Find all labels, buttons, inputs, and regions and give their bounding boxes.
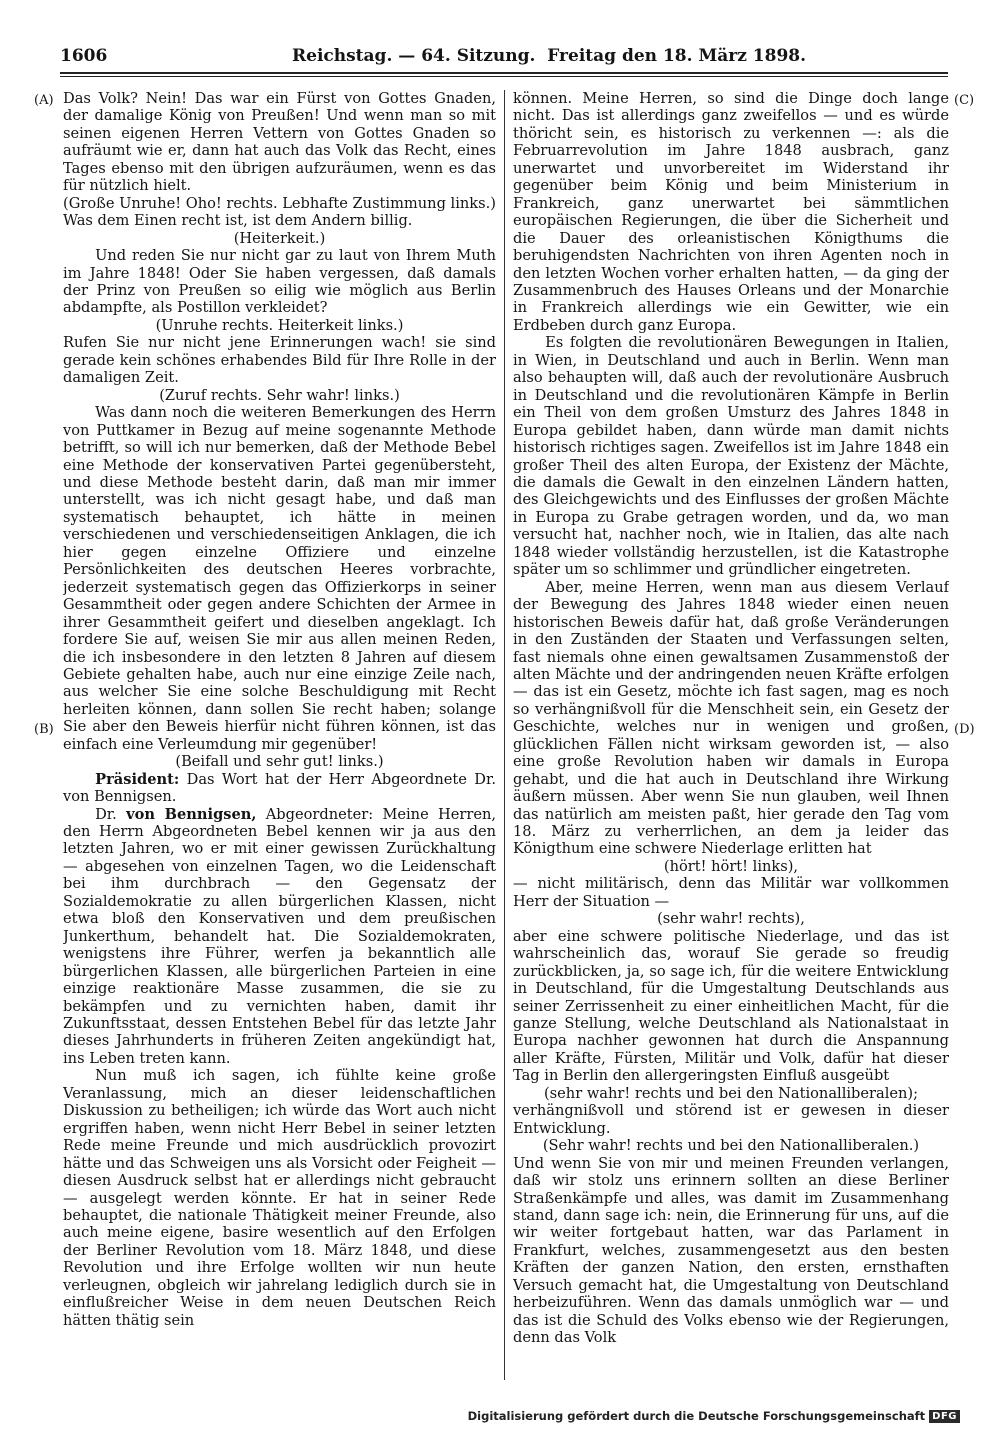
- paragraph-text: (Beifall und sehr gut! links.): [175, 753, 384, 771]
- paragraph-text: Rufen Sie nur nicht jene Erinnerungen wach! sie sind gerade kein schönes erhabendes Bild für Ihre Rolle in der damaligen Zeit.: [63, 334, 496, 387]
- paragraph-text: Aber, meine Herren, wenn man aus diesem Verlauf der Bewegung des Jahres 1848 wieder einen neuen historischen Beweis dafür hat, daß große Veränderungen in den Zuständen der Staaten und Verfassungen selten, fast niemals ohne einen gewaltsamen Zusammenstoß der alten Mächte und der andringenden neuen Kräfte erfolgen — das ist ein Gesetz, möchte ich fast sagen, mag es noch so verhängnißvoll für die Menschheit sein, ein Gesetz der Geschichte, welches nur in wenigen und großen, glücklichen Fällen nicht wirksam geworden ist, — also eine große Revolution haben wir damals in Europa gehabt, und die hat auch in Deutschland ihre Wirkung äußern müssen. Aber wenn Sie nun glauben, weil Ihnen das natürlich am meisten paßt, hier gerade den Tag vom 18. März zu verherrlichen, an dem ja leider das Königthum eine schwere Niederlage erlitten hat: [513, 578, 949, 858]
- paragraph-text: (Große Unruhe! Oho! rechts. Lebhafte Zustimmung links.): [63, 194, 496, 212]
- paragraph-text: Es folgten die revolutionären Bewegungen in Italien, in Wien, in Deutschland und auch in Berlin. Wenn man also behaupten will, daß auch der revolutionäre Ausbruch in Deutschland und die revolutionären Kämpfe in Berlin ein Theil von dem großen Umsturz des Jahres 1848 in Europa gebildet haben, dann würde man damit nichts historisch richtiges sagen. Zweifellos ist im Jahre 1848 ein großer Theil des alten Europa, der Existenz der Mächte, die damals die Gewalt in den einzelnen Ländern hatten, des Gleichgewichts und des Einflusses der großen Mächte in Europa zu Grabe getragen worden, und da, wo man versucht hat, nachher noch, wie in Italien, das alte nach 1848 wieder vollständig herzustellen, ist die Katastrophe später um so schlimmer und gründlicher eingetreten.: [513, 334, 949, 579]
- paragraph: [513, 875, 949, 910]
- paragraph: [513, 928, 949, 1085]
- speaker-paragraph: [63, 771, 496, 806]
- paragraph-text: aber eine schwere politische Niederlage, und das ist wahrscheinlich das, worauf Sie gerade so freudig zurückblicken, ja, so sage ich, für die weitere Entwicklung in Deutschland, für die Umgestaltung Deutschlands aus seiner Zerrissenheit zu einer einheitlichen Macht, für die ganze Stellung, welche Deutschland als Nationalstaat in Europa nachher gewonnen hat durch die Anspannung aller Kräfte, Fürsten, Militär und Volk, dafür hat dieser Tag in Berlin den allergeringsten Einfluß ausgeübt: [513, 927, 949, 1085]
- paragraph-text: (hört! hört! links),: [663, 857, 799, 875]
- paragraph: [63, 90, 496, 195]
- paragraph: [513, 334, 949, 578]
- footer-text: Digitalisierung gefördert durch die Deutsche Forschungsgemeinschaft: [467, 1409, 926, 1423]
- interjection: [513, 1137, 949, 1154]
- header-rule: [60, 72, 948, 74]
- paragraph: [513, 579, 949, 858]
- page-number: 1606: [60, 46, 108, 66]
- interjection: [63, 753, 496, 770]
- paragraph-text: — nicht militärisch, denn das Militär war vollkommen Herr der Situation —: [513, 875, 949, 910]
- paragraph-text: Das Wort hat der Herr Abgeordnete Dr. von Bennigsen.: [63, 770, 496, 806]
- paragraph-text: Abgeordneter: Meine Herren, den Herrn Abgeordneten Bebel kennen wir ja aus den letzten Jahren, wo er mit einer gewissen Zurückhaltung — abgesehen von einzelnen Tagen, wo die Leidenschaft bei ihm durchbrach — den Gegensatz der Sozialdemokratie zu allen bürgerlichen Klassen, nicht etwa bloß den Konservativen und dem preußischen Junkerthum, behandelt hat. Die Sozialdemokraten, wenigstens ihre Führer, werfen ja bekanntlich alle bürgerlichen Klassen, alle bürgerlichen Parteien in eine einzige reaktionäre Masse zusammen, die sie zu bekämpfen und zu vernichten haben, damit ihr Zukunftsstaat, dessen Entstehen Bebel für das letzte Jahr dieses Jahrhunderts in früheren Zeiten angekündigt hat, ins Leben treten kann.: [63, 805, 496, 1067]
- speaker-name: von Bennigsen,: [126, 805, 257, 823]
- paragraph: [63, 212, 496, 229]
- paragraph-text: Was dem Einen recht ist, ist dem Andern billig.: [63, 212, 413, 230]
- paragraph-text: (sehr wahr! rechts),: [657, 910, 805, 928]
- speaker-title: Dr.: [95, 805, 127, 823]
- margin-mark-d: (D): [954, 722, 975, 737]
- paragraph-text: Nun muß ich sagen, ich fühlte keine große Veranlassung, mich an dieser leidenschaftlichen Diskussion zu betheiligen; ich würde das Wort auch nicht ergriffen haben, wenn nicht Herr Bebel in seiner letzten Rede meine Freunde und mich ausdrücklich provozirt hätte und das Schweigen uns als Vorsicht oder Feigheit — diesen Ausdruck selbst hat er allerdings nicht gebraucht — ausgelegt werden könnte. Er hat in seiner Rede behauptet, die nationale Thätigkeit meiner Freunde, also auch meine eigene, basire wesentlich auf den Erfolgen der Berliner Revolution vom 18. März 1848, und diese Revolution und ihre Erfolge wollten wir nun heute verleugnen, obgleich wir jahrelang lediglich durch sie in einflußreicher Weise in dem neuen Deutschen Reich hätten thätig sein: [63, 1067, 496, 1329]
- paragraph: [513, 90, 949, 334]
- paragraph: [63, 247, 496, 317]
- running-head: Reichstag. — 64. Sitzung. Freitag den 18. März 1898.: [292, 46, 807, 66]
- paragraph-text: (Sehr wahr! rechts und bei den Nationalliberalen.): [542, 1137, 920, 1155]
- paragraph-text: (Unruhe rechts. Heiterkeit links.): [155, 316, 404, 334]
- interjection: [513, 1085, 949, 1102]
- margin-mark-b: (B): [34, 722, 54, 737]
- column-divider: [504, 90, 505, 1380]
- paragraph: [63, 1067, 496, 1329]
- paragraph: [63, 404, 496, 753]
- margin-mark-a: (A): [34, 93, 54, 108]
- footer-credit: [468, 1407, 960, 1425]
- paragraph-text: können. Meine Herren, so sind die Dinge doch lange nicht. Das ist allerdings ganz zweifellos — und es würde thöricht sein, es historisch zu verkennen —: als die Februarrevolution im Jahre 1848 ausbrach, ganz unerwartet und unvorbereitet im Widerstand ihr gegenüber beim König und beim Ministerium in Frankreich, ganz unerwartet bei sämmtlichen europäischen Regierungen, die über die Sicherheit und die Dauer des orleanistischen Königthums die beruhigendsten Nachrichten von ihren Agenten noch in den letzten Wochen vorher erhalten hatten, — da ging der Zusammenbruch des Hauses Orleans und der Monarchie in Frankreich allerdings wie ein Gewitter, wie ein Erdbeben durch ganz Europa.: [513, 90, 949, 334]
- left-column: [63, 90, 496, 1380]
- interjection: [63, 387, 496, 404]
- margin-mark-c: (C): [954, 93, 975, 108]
- paragraph-text: (Zuruf rechts. Sehr wahr! links.): [159, 386, 400, 404]
- paragraph: [513, 1102, 949, 1137]
- paragraph-text: (sehr wahr! rechts und bei den Nationalliberalen);: [543, 1084, 919, 1102]
- speaker-paragraph: [63, 806, 496, 1068]
- paragraph: [63, 334, 496, 386]
- paragraph-text: Das Volk? Nein! Das war ein Fürst von Gottes Gnaden, der damalige König von Preußen! Und wenn man so mit seinen eigenen Herren Vettern von Gottes Gnaden so aufräumt wie er, dann hat auch das Volk das Recht, eines Tages ebenso mit den übrigen aufzuräumen, wenn es das für nützlich hielt.: [63, 90, 496, 195]
- dfg-logo-icon: DFG: [929, 1410, 960, 1423]
- interjection: [513, 910, 949, 927]
- paragraph: [63, 195, 496, 212]
- paragraph-text: (Heiterkeit.): [233, 229, 326, 247]
- paragraph-text: verhängnißvoll und störend ist er gewesen in dieser Entwicklung.: [513, 1102, 949, 1137]
- interjection: [63, 317, 496, 334]
- page-header: [60, 44, 948, 70]
- header-rule-thin: [60, 76, 948, 77]
- right-column: [513, 90, 949, 1380]
- paragraph-text: Was dann noch die weiteren Bemerkungen des Herrn von Puttkamer in Bezug auf meine sogenannte Methode betrifft, so will ich nur bemerken, daß der Methode Bebel eine Methode der konservativen Partei gegenübersteht, und diese Methode besteht darin, daß man mir immer unterstellt, was ich nicht gesagt habe, und daß man systematisch behauptet, ich hätte in meinen verschiedenen und verschiedenseitigen Anklagen, die ich hier gegen einzelne Offiziere und einzelne Persönlichkeiten des deutschen Heeres vorbrachte, jederzeit systematisch gegen das Offizierkorps in seiner Gesammtheit oder gegen andere Schichten der Armee in ihrer Gesammtheit geifert und dieselben angeklagt. Ich fordere Sie auf, weisen Sie mir aus allen meinen Reden, die ich insbesondere in den letzten 8 Jahren auf diesem Gebiete gehalten habe, auch nur eine einzige Zeile nach, aus welcher Sie eine solche Beschuldigung mit Recht herleiten können, dann sollen Sie recht haben; solange Sie aber den Beweis hierfür nicht führen können, ist das einfach eine Verleumdung mir gegenüber!: [63, 404, 496, 753]
- paragraph-text: Und reden Sie nur nicht gar zu laut von Ihrem Muth im Jahre 1848! Oder Sie haben vergessen, daß damals der Prinz von Preußen so eilig wie möglich aus Berlin abdampfte, als Postillon verkleidet?: [63, 247, 496, 317]
- paragraph-text: Und wenn Sie von mir und meinen Freunden verlangen, daß wir stolz uns erinnern sollten an diese Berliner Straßenkämpfe und alles, was damit im Zusammenhang stand, dann sage ich: nein, die Erinnerung für uns, auf die wir weiter fortgebaut hatten, war das Parlament in Frankfurt, welches, zusammengesetzt aus den besten Kräften der ganzen Nation, den ersten, ernsthaften Versuch gemacht hat, die Umgestaltung von Deutschland herbeizuführen. Wenn das damals unmöglich war — und das ist die Schuld des Volks ebenso wie der Regierungen, denn das Volk: [513, 1154, 949, 1347]
- paragraph: [513, 1155, 949, 1347]
- interjection: [63, 230, 496, 247]
- interjection: [513, 858, 949, 875]
- speaker-name: Präsident:: [95, 770, 180, 788]
